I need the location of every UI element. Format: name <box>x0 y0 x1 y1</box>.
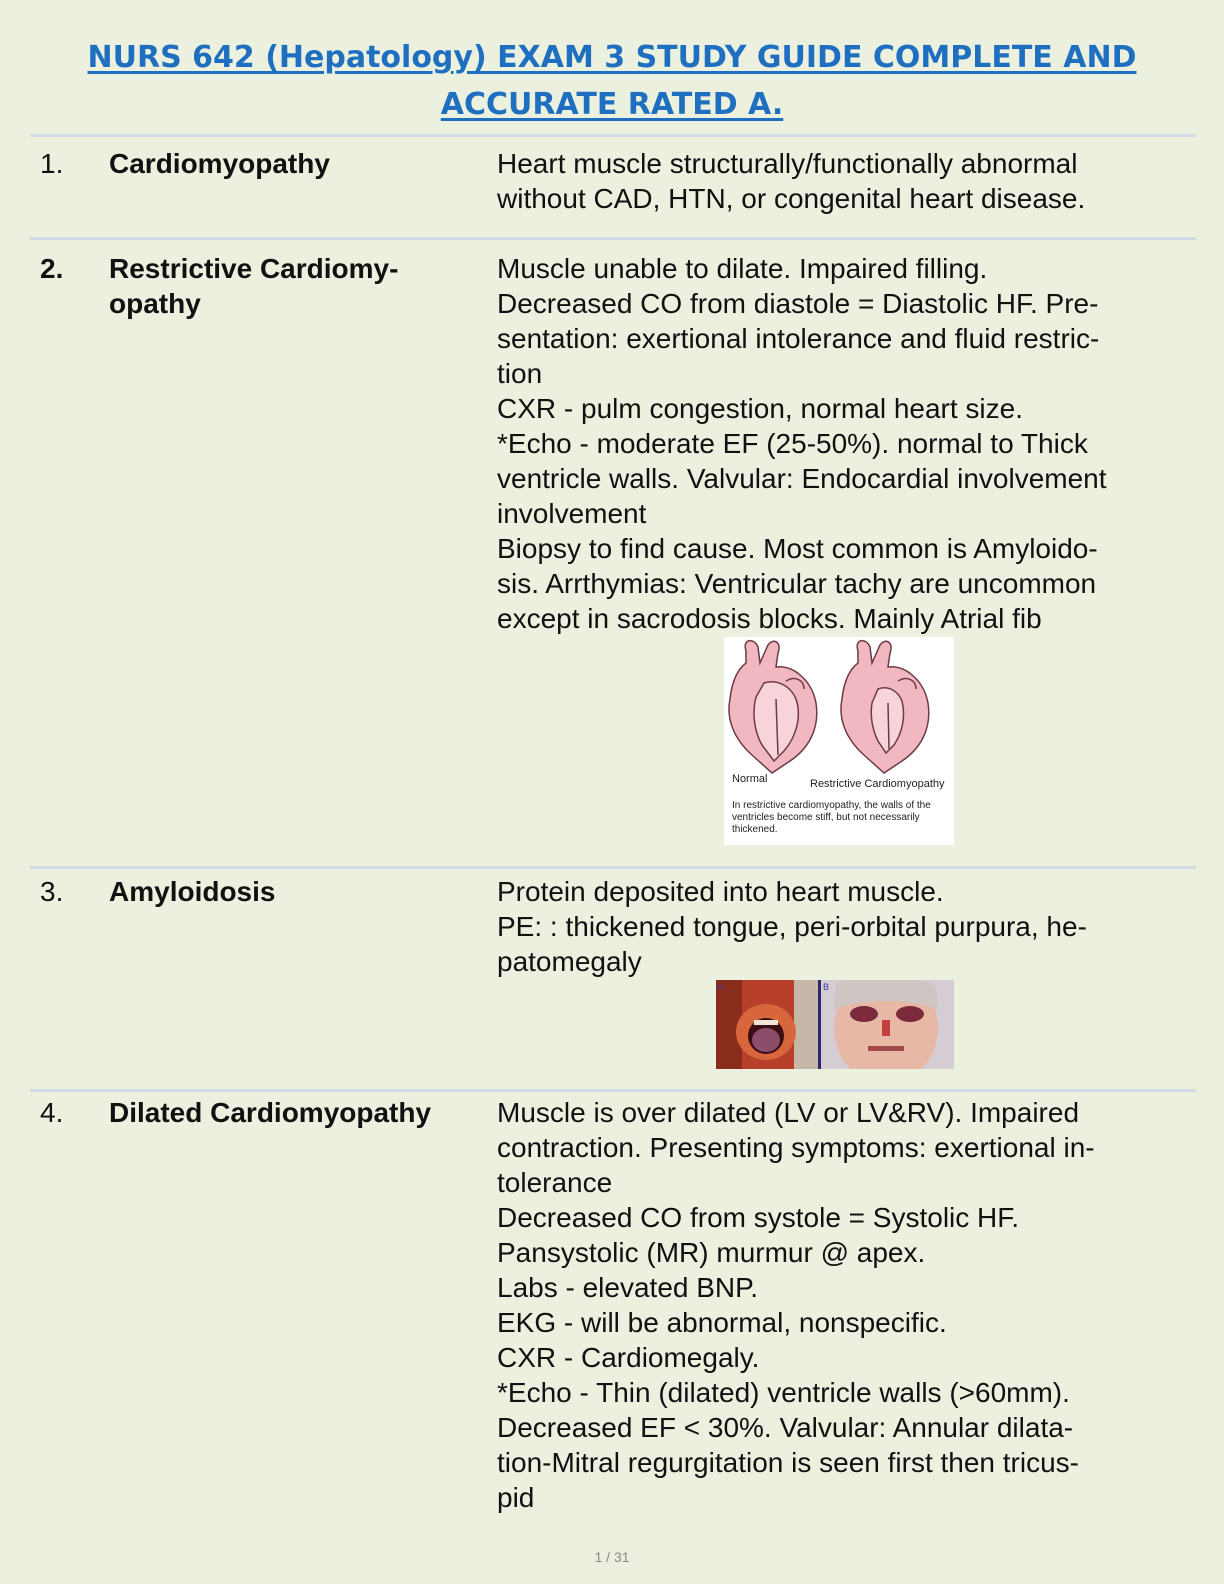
row-divider <box>30 866 1196 869</box>
definition-line: CXR - pulm congestion, normal heart size. <box>497 393 1023 424</box>
definition-line: Decreased CO from diastole = Diastolic HF. Pre- <box>497 288 1099 319</box>
definition-line: Heart muscle structurally/functionally abnormal <box>497 148 1078 179</box>
entry-definition <box>497 1095 1187 1515</box>
row-divider <box>30 237 1196 240</box>
definition-line: Decreased EF < 30%. Valvular: Annular dilata- <box>497 1412 1074 1443</box>
entry-number: 4. <box>40 1097 64 1128</box>
entry-definition <box>497 251 1187 636</box>
definition-line: Labs - elevated BNP. <box>497 1272 758 1303</box>
definition-line: tolerance <box>497 1167 613 1198</box>
heart-comparison-figure <box>724 637 954 845</box>
definition-line: *Echo - Thin (dilated) ventricle walls (>60mm). <box>497 1377 1070 1408</box>
figure-caption: In restrictive cardiomyopathy, the walls of the ventricles become stiff, but not necessarily thickened. <box>732 800 931 835</box>
heart-illustration <box>724 637 954 782</box>
definition-line: Decreased CO from systole = Systolic HF. <box>497 1202 1020 1233</box>
term-line: Restrictive Cardiomy- <box>109 253 399 284</box>
definition-line: patomegaly <box>497 946 642 977</box>
definition-line: Biopsy to find cause. Most common is Amyloido- <box>497 533 1098 564</box>
panel-b-label: B <box>823 982 830 992</box>
title-line-2: ACCURATE RATED A. <box>440 87 784 122</box>
document-title <box>0 34 1224 128</box>
figure-label-normal: Normal <box>732 773 768 785</box>
panel-a-label: A <box>717 982 724 992</box>
definition-line: Protein deposited into heart muscle. <box>497 876 944 907</box>
definition-line: sis. Arrthymias: Ventricular tachy are uncommon <box>497 568 1097 599</box>
row-divider <box>30 1089 1196 1092</box>
entry-number: 3. <box>40 876 64 907</box>
title-line-1: NURS 642 (Hepatology) EXAM 3 STUDY GUIDE COMPLETE AND <box>87 40 1137 75</box>
amyloidosis-photo-illustration <box>716 980 954 1069</box>
definition-line: except in sacrodosis blocks. Mainly Atrial fib <box>497 603 1042 634</box>
definition-line: contraction. Presenting symptoms: exertional in- <box>497 1132 1095 1163</box>
row-divider <box>30 134 1196 137</box>
definition-line: pid <box>497 1482 535 1513</box>
definition-line: ventricle walls. Valvular: Endocardial involvement <box>497 463 1107 494</box>
amyloidosis-photo <box>716 980 954 1069</box>
entry-term <box>109 251 479 321</box>
definition-line: sentation: exertional intolerance and fluid restric- <box>497 323 1100 354</box>
definition-line: *Echo - moderate EF (25-50%). normal to Thick <box>497 428 1088 459</box>
definition-line: without CAD, HTN, or congenital heart disease. <box>497 183 1086 214</box>
entry-number: 2. <box>40 253 64 284</box>
definition-line: Muscle unable to dilate. Impaired filling. <box>497 253 988 284</box>
entry-definition <box>497 874 1187 979</box>
entry-definition <box>497 146 1187 216</box>
definition-line: Muscle is over dilated (LV or LV&RV). Impaired <box>497 1097 1080 1128</box>
definition-line: tion-Mitral regurgitation is seen first then tricus- <box>497 1447 1079 1478</box>
definition-line: Pansystolic (MR) murmur @ apex. <box>497 1237 926 1268</box>
entry-number: 1. <box>40 148 64 179</box>
definition-line: PE: : thickened tongue, peri-orbital purpura, he- <box>497 911 1087 942</box>
entry-term: Dilated Cardiomyopathy <box>109 1097 432 1128</box>
term-line: opathy <box>109 288 201 319</box>
figure-label-restrictive: Restrictive Cardiomyopathy <box>810 778 945 790</box>
definition-line: tion <box>497 358 543 389</box>
page-indicator: 1 / 31 <box>594 1549 630 1565</box>
definition-line: EKG - will be abnormal, nonspecific. <box>497 1307 947 1338</box>
definition-line: CXR - Cardiomegaly. <box>497 1342 760 1373</box>
entry-term: Amyloidosis <box>109 876 276 907</box>
definition-line: involvement <box>497 498 647 529</box>
entry-term: Cardiomyopathy <box>109 148 330 179</box>
